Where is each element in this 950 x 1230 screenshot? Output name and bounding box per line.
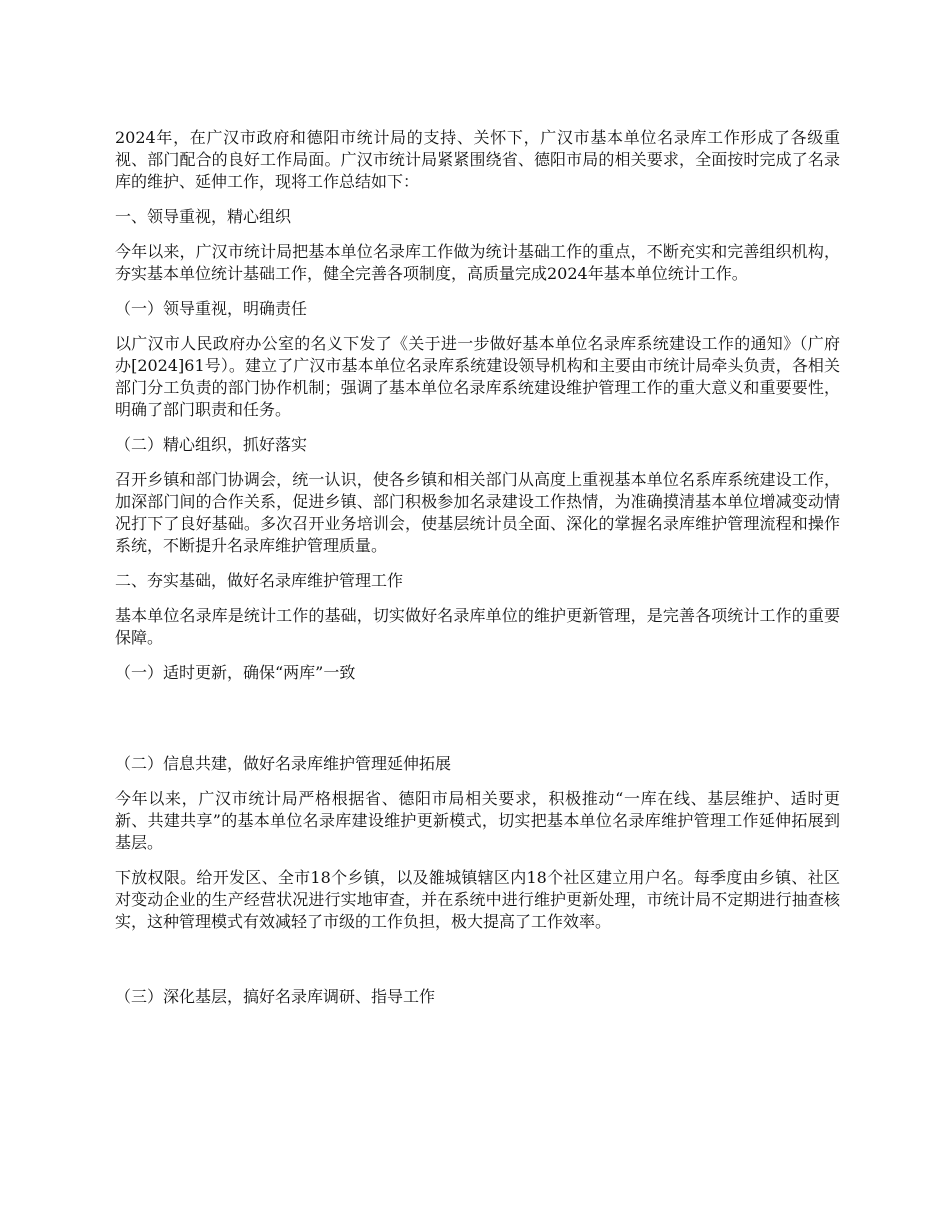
intro-paragraph: 2024年，在广汉市政府和德阳市统计局的支持、关怀下，广汉市基本单位名录库工作形成了各级重视、部门配合的良好工作局面。广汉市统计局紧紧围绕省、德阳市局的相关要求，全面按时完成了名录库的维护、延伸工作，现将工作总结如下： (115, 128, 840, 191)
section1-sub1-paragraph: 以广汉市人民政府办公室的名义下发了《关于进一步做好基本单位名录库系统建设工作的通知》（广府办[2024]61号）。建立了广汉市基本单位名录库系统建设领导机构和主要由市统计局牵头负责，各相关部门分工负责的部门协作机制；强调了基本单位名录库系统建设维护管理工作的重大意义和重要要性，明确了部门职责和任务。 (115, 334, 840, 419)
section2-sub1-heading: （一）适时更新，确保“两库”一致 (115, 663, 356, 682)
section2-sub3-heading: （三）深化基层，搞好名录库调研、指导工作 (115, 987, 436, 1006)
blank-space (115, 697, 840, 753)
section1-heading: 一、领导重视，精心组织 (115, 207, 292, 226)
section1-sub2-paragraph: 召开乡镇和部门协调会，统一认识，使各乡镇和相关部门从高度上重视基本单位名系库系统建设工作，加深部门间的合作关系，促进乡镇、部门积极参加名录建设工作热情，为准确摸清基本单位增减变动情况打下了良好基础。多次召开业务培训会，使基层统计员全面、深化的掌握名录库维护管理流程和操作系统，不断提升名录库维护管理质量。 (115, 470, 840, 555)
section2-paragraph: 基本单位名录库是统计工作的基础，切实做好名录库单位的维护更新管理，是完善各项统计工作的重要保障。 (115, 606, 840, 647)
document-body (115, 127, 840, 1021)
section1-paragraph: 今年以来，广汉市统计局把基本单位名录库工作做为统计基础工作的重点，不断充实和完善组织机构，夯实基本单位统计基础工作，健全完善各项制度，高质量完成2024年基本单位统计工作。 (115, 242, 840, 283)
blank-space (115, 946, 840, 986)
section1-sub1-heading: （一）领导重视，明确责任 (115, 299, 308, 318)
section2-heading: 二、夯实基础，做好名录库维护管理工作 (115, 571, 404, 590)
section2-sub2-paragraph-2: 下放权限。给开发区、全市18个乡镇，以及雒城镇辖区内18个社区建立用户名。每季度由乡镇、社区对变动企业的生产经营状况进行实地审查，并在系统中进行维护更新处理，市统计局不定期进行抽查核实，这种管理模式有效减轻了市级的工作负担，极大提高了工作效率。 (115, 868, 840, 931)
section1-sub2-heading: （二）精心组织，抓好落实 (115, 435, 308, 454)
section2-sub2-heading: （二）信息共建，做好名录库维护管理延伸拓展 (115, 754, 452, 773)
section2-sub2-paragraph-1: 今年以来，广汉市统计局严格根据省、德阳市局相关要求，积极推动“一库在线、基层维护、适时更新、共建共享”的基本单位名录库建设维护更新模式，切实把基本单位名录库维护管理工作延伸拓展到基层。 (115, 789, 840, 852)
